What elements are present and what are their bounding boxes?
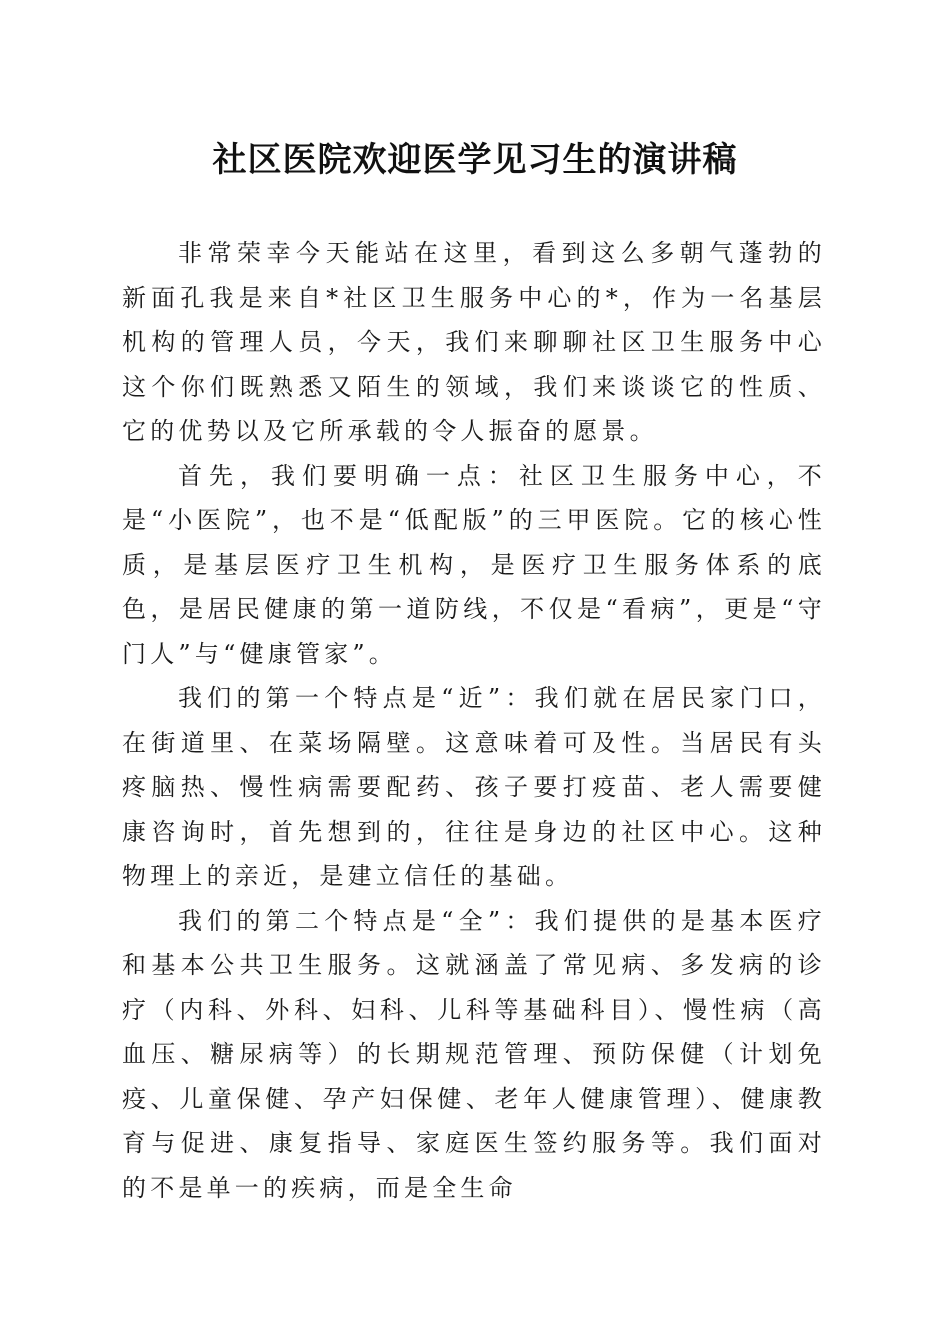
paragraph: 非常荣幸今天能站在这里，看到这么多朝气蓬勃的新面孔我是来自*社区卫生服务中心的*，作为一名基层机构的管理人员，今天，我们来聊聊社区卫生服务中心这个你们既熟悉又陌生的领域，我们来谈谈它的性质、它的优势以及它所承载的令人振奋的愿景。 xyxy=(122,239,826,445)
paragraph: 我们的第一个特点是“近”：我们就在居民家门口，在街道里、在菜场隔壁。这意味着可及性。当居民有头疼脑热、慢性病需要配药、孩子要打疫苗、老人需要健康咨询时，首先想到的，往往是身边的社区中心。这种物理上的亲近，是建立信任的基础。 xyxy=(122,684,826,890)
document-body xyxy=(122,231,826,1210)
paragraph: 首先，我们要明确一点：社区卫生服务中心，不是“小医院”，也不是“低配版”的三甲医院。它的核心性质，是基层医疗卫生机构，是医疗卫生服务体系的底色，是居民健康的第一道防线，不仅是“看病”，更是“守门人”与“健康管家”。 xyxy=(122,461,826,668)
document-title: 社区医院欢迎医学见习生的演讲稿 xyxy=(212,140,738,180)
paragraph: 我们的第二个特点是“全”：我们提供的是基本医疗和基本公共卫生服务。这就涵盖了常见病、多发病的诊疗（内科、外科、妇科、儿科等基础科目）、慢性病（高血压、糖尿病等）的长期规范管理、预防保健（计划免疫、儿童保健、孕产妇保健、老年人健康管理）、健康教育与促进、康复指导、家庭医生签约服务等。我们面对的不是单一的疾病，而是全生命 xyxy=(122,906,826,1202)
